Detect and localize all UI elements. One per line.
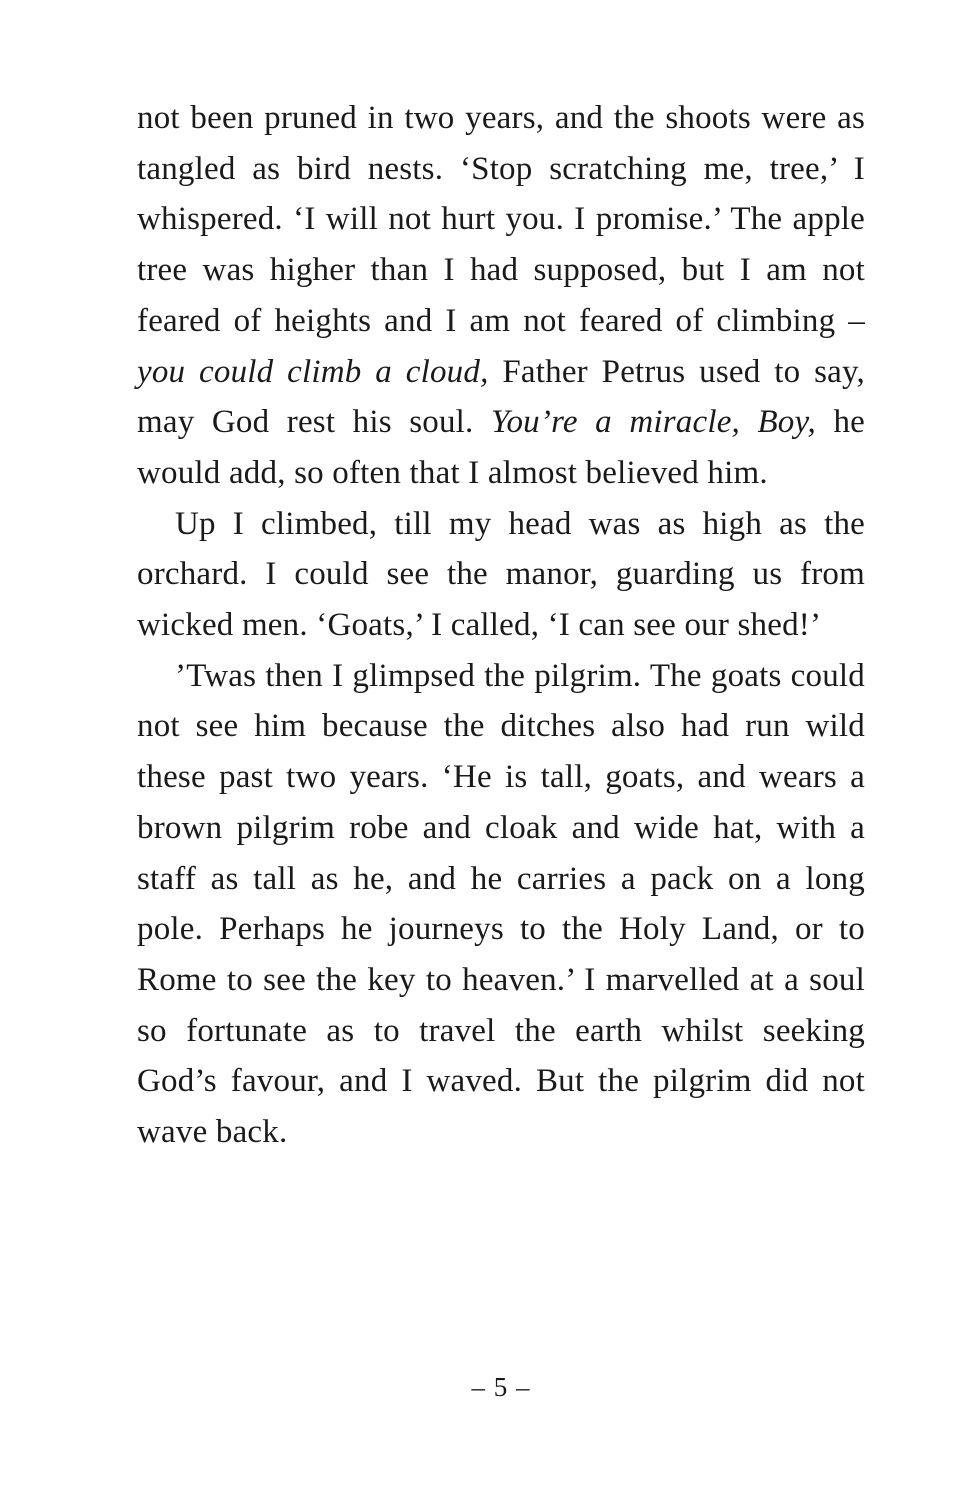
text-run: he would add, so often that I almost believed him. <box>137 404 866 491</box>
body-text <box>137 93 865 1158</box>
italic-text-run: you could climb a cloud, <box>137 353 489 390</box>
text-run: Father Petrus used to say, may God rest his soul. <box>137 353 865 441</box>
paragraph <box>137 651 865 1158</box>
italic-text-run: You’re a miracle, Boy, <box>490 404 816 441</box>
text-run: not been pruned in two years, and the shoots were as tangled as bird nests. ‘Stop scratching me, tree,’ I whispered. ‘I will not hurt you. I promise.’ The apple tree was higher than I had supposed, but I am not feared of heights and I am not feared of climbing – <box>137 100 865 339</box>
paragraph <box>137 93 865 499</box>
text-run: ’Twas then I glimpsed the pilgrim. The goats could not see him because the ditches also had run wild these past two years. ‘He is tall, goats, and wears a brown pilgrim robe and cloak and wide hat, with a staff as tall as he, and he carries a pack on a long pole. Perhaps he journeys to the Holy Land, or to Rome to see the key to heaven.’ I marvelled at a soul so fortunate as to travel the earth whilst seeking God’s favour, and I waved. But the pilgrim did not wave back. <box>137 657 865 1151</box>
page-number: – 5 – <box>471 1372 531 1402</box>
text-run: Up I climbed, till my head was as high as the orchard. I could see the manor, guarding us from wicked men. ‘Goats,’ I called, ‘I can see our shed!’ <box>137 505 865 644</box>
paragraph <box>137 499 865 651</box>
